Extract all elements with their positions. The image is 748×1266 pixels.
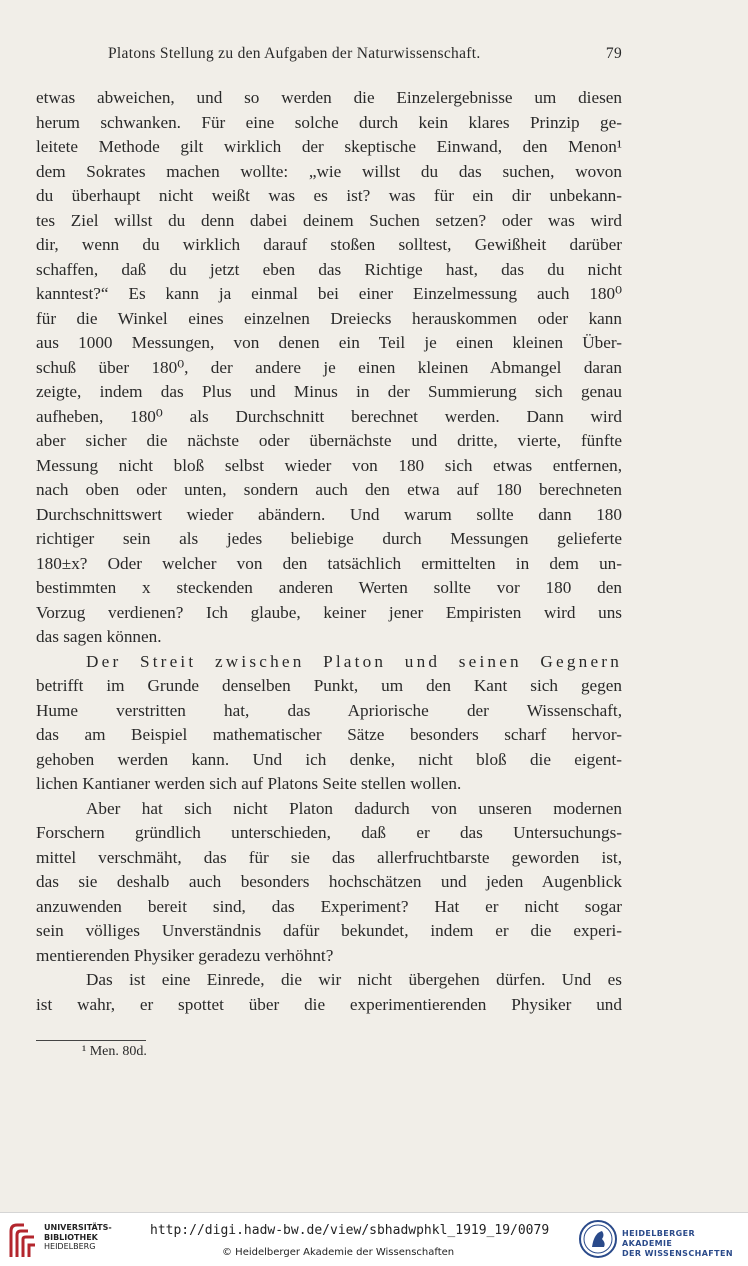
text-line: zeigte, indem das Plus und Minus in der Summierung sich genau: [36, 382, 622, 401]
text-line: aus 1000 Messungen, von denen ein Teil je einen kleinen Über-: [36, 333, 622, 352]
text-line: tes Ziel willst du denn dabei deinem Suchen setzen? oder was wird: [36, 210, 622, 230]
academy-line-2: DER WISSENSCHAFTEN: [622, 1249, 733, 1258]
university-library-name: [44, 1223, 112, 1252]
running-title: Platons Stellung zu den Aufgaben der Naturwissenschaft.: [108, 45, 481, 62]
text-line: nach oben oder unten, sondern auch den etwa auf 180 berechneten: [36, 480, 622, 499]
text-line: schuß über 180⁰, der andere je einen kleinen Abmangel daran: [36, 357, 622, 377]
page-number: 79: [605, 45, 622, 62]
permalink-url[interactable]: http://digi.hadw-bw.de/view/sbhadwphkl_1919_19/0079: [150, 1223, 550, 1238]
text-line: schaffen, daß du jetzt eben das Richtige hast, das du nicht: [36, 259, 622, 279]
academy-line-1: HEIDELBERGER AKADEMIE: [622, 1229, 696, 1248]
footnote-rule: [36, 1040, 146, 1041]
text-line: Durchschnittswert wieder abändern. Und warum sollte dann 180: [36, 504, 622, 524]
text-line: kanntest?“ Es kann ja einmal bei einer Einzelmessung auch 180⁰: [36, 284, 622, 303]
text-line: dir, wenn du wirklich darauf stoßen solltest, Gewißheit darüber: [36, 235, 622, 254]
text-line: aufheben, 180⁰ als Durchschnitt berechnet werden. Dann wird: [36, 406, 622, 426]
text-line: Der Streit zwischen Platon und seinen Gegnern: [86, 651, 622, 671]
text-line: das am Beispiel mathematischer Sätze besonders scharf hervor-: [36, 725, 622, 744]
text-line: dem Sokrates machen wollte: „wie willst du das suchen, wovon: [36, 161, 622, 181]
text-line: Vorzug verdienen? Ich glaube, keiner jener Empiristen wird uns: [36, 602, 622, 622]
footer-bar: [0, 1212, 748, 1266]
text-line: aber sicher die nächste oder übernächste und dritte, vierte, fünfte: [36, 431, 622, 450]
text-line: sein völliges Unverständnis dafür bekundet, indem er die experi-: [36, 921, 622, 940]
ub-line-3: HEIDELBERG: [44, 1242, 96, 1251]
academy-seal-icon[interactable]: [578, 1219, 618, 1259]
text-line: etwas abweichen, und so werden die Einzelergebnisse um diesen: [36, 88, 622, 107]
ub-line-2: BIBLIOTHEK: [44, 1232, 98, 1242]
footnote: ¹ Men. 80d.: [82, 1044, 147, 1059]
text-line: Forschern gründlich unterschieden, daß er das Untersuchungs-: [36, 823, 622, 842]
text-line: anzuwenden bereit sind, das Experiment? Hat er nicht sogar: [36, 896, 622, 916]
ub-line-1: UNIVERSITÄTS-: [44, 1223, 112, 1232]
text-line: gehoben werden kann. Und ich denke, nicht bloß die eigent-: [36, 749, 622, 769]
text-line: lichen Kantianer werden sich auf Platons Seite stellen wollen.: [36, 774, 462, 793]
text-line: das sagen können.: [36, 627, 162, 646]
text-line: für die Winkel eines einzelnen Dreiecks herauskommen oder kann: [36, 308, 622, 328]
text-line: mentierenden Physiker geradezu verhöhnt?: [36, 945, 334, 965]
text-line: betrifft im Grunde denselben Punkt, um den Kant sich gegen: [36, 676, 622, 695]
text-line: Hume verstritten hat, das Apriorische der Wissenschaft,: [36, 700, 622, 720]
text-line: du überhaupt nicht weißt was es ist? was für ein dir unbekann-: [36, 186, 622, 205]
text-line: ist wahr, er spottet über die experimentierenden Physiker und: [36, 994, 622, 1014]
text-line: richtiger sein als jedes beliebige durch Messungen gelieferte: [36, 529, 622, 548]
copyright-notice: © Heidelberger Akademie der Wissenschaften: [222, 1247, 455, 1258]
text-line: Das ist eine Einrede, die wir nicht übergehen dürfen. Und es: [86, 970, 622, 989]
text-line: 180±x? Oder welcher von den tatsächlich ermittelten in dem un-: [36, 553, 622, 573]
text-line: das sie deshalb auch besonders hochschätzen und jeden Augenblick: [36, 872, 622, 891]
academy-name: [622, 1229, 748, 1259]
text-line: leitete Methode gilt wirklich der skeptische Einwand, den Menon¹: [36, 137, 622, 156]
text-line: herum schwanken. Für eine solche durch kein klares Prinzip ge-: [36, 112, 622, 132]
university-library-logo-icon[interactable]: [8, 1221, 38, 1259]
text-line: Messung nicht bloß selbst wieder von 180 sich etwas entfernen,: [36, 455, 622, 475]
body-text: [36, 86, 622, 1017]
running-head: [36, 45, 622, 67]
text-line: mittel verschmäht, das für sie das allerfruchtbarste geworden ist,: [36, 847, 622, 867]
text-line: Aber hat sich nicht Platon dadurch von unseren modernen: [86, 798, 622, 818]
text-line: bestimmten x steckenden anderen Werten sollte vor 180 den: [36, 578, 622, 597]
